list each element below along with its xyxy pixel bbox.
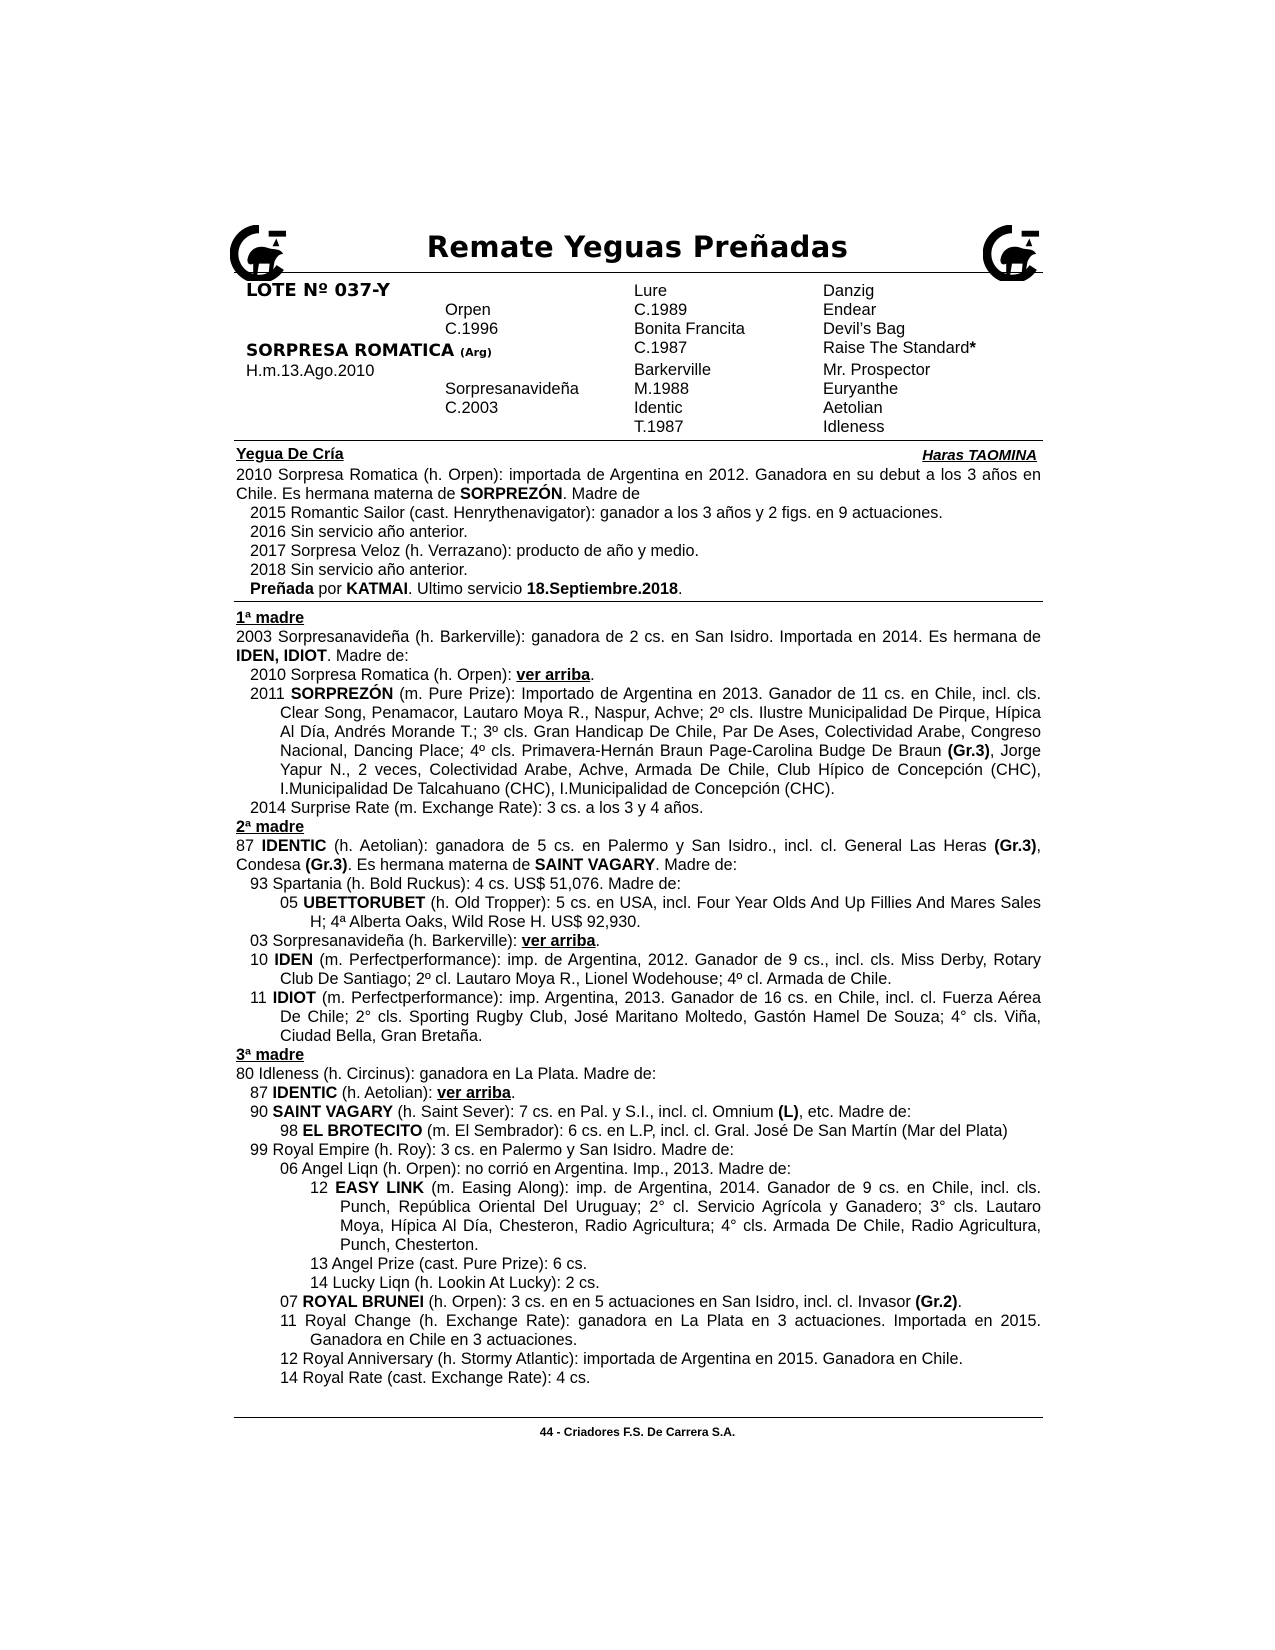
gen3-entry: Danzig — [823, 282, 875, 300]
section-heading: Yegua De Cría — [236, 446, 344, 463]
page-title: Remate Yeguas Preñadas — [426, 230, 849, 264]
gen2-entry: Bonita Francita — [634, 320, 745, 338]
divider — [234, 440, 1043, 441]
list-item: 14 Royal Rate (cast. Exchange Rate): 4 cs. — [280, 1369, 591, 1387]
list-item: 14 Lucky Liqn (h. Lookin At Lucky): 2 cs. — [310, 1274, 600, 1292]
list-item: 05 UBETTORUBET (h. Old Tropper): 5 cs. en USA, incl. Four Year Olds And Up Fillies And Mares Sales H; 4ª Alberta Oaks, Wild Rose H. US$ 92,930. — [280, 894, 1041, 931]
list-item: 03 Sorpresanavideña (h. Barkerville): ver arriba. — [250, 932, 601, 950]
gen3-entry: Raise The Standard* — [823, 339, 976, 357]
list-item: 12 EASY LINK (m. Easing Along): imp. de Argentina, 2014. Ganador de 9 cs. en Chile, incl. cls. Punch, República Oriental Del Uruguay; 2° cl. Servicio Agrícola y Ganadero; 3° cls. Lautaro Moya, Hípica Al Día, Chesteron, Radio Agricultura; 4° cls. Armada De Chile, Radio Agricultura, Punch, Chesterton. — [310, 1179, 1041, 1254]
sire-name: Orpen — [445, 301, 491, 319]
list-item: 87 IDENTIC (h. Aetolian): ver arriba. — [250, 1084, 516, 1102]
paragraph: 80 Idleness (h. Circinus): ganadora en La Plata. Madre de: — [236, 1065, 657, 1083]
paragraph: 2003 Sorpresanavideña (h. Barkerville): ganadora de 2 cs. en San Isidro. Importada en 2014. Es hermana de IDEN, IDIOT. Madre de: — [236, 628, 1041, 665]
list-item: 2014 Surprise Rate (m. Exchange Rate): 3 cs. a los 3 y 4 años. — [250, 799, 704, 817]
gen2-entry: Identic — [634, 399, 683, 417]
yegua-section — [236, 466, 1041, 599]
list-item: 90 SAINT VAGARY (h. Saint Sever): 7 cs. en Pal. y S.I., incl. cl. Omnium (L), etc. Madre de: — [250, 1103, 912, 1121]
list-item: 93 Spartania (h. Bold Ruckus): 4 cs. US$ 51,076. Madre de: — [250, 875, 682, 893]
horse-info: H.m.13.Ago.2010 — [246, 362, 375, 380]
list-item: 99 Royal Empire (h. Roy): 3 cs. en Palermo y San Isidro. Madre de: — [250, 1141, 735, 1159]
lote-number: LOTE Nº 037-Y — [246, 280, 390, 301]
list-item: 98 EL BROTECITO (m. El Sembrador): 6 cs. en L.P, incl. cl. Gral. José De San Martín (Mar del Plata) — [280, 1122, 1008, 1140]
dam-name: Sorpresanavideña — [445, 380, 579, 398]
list-item: 2017 Sorpresa Veloz (h. Verrazano): producto de año y medio. — [250, 542, 700, 560]
gen2-entry: C.1989 — [634, 301, 688, 319]
list-item: 2018 Sin servicio año anterior. — [250, 561, 468, 579]
list-item: 13 Angel Prize (cast. Pure Prize): 6 cs. — [310, 1255, 588, 1273]
gen2-entry: M.1988 — [634, 380, 690, 398]
list-item: 2010 Sorpresa Romatica (h. Orpen): ver arriba. — [250, 666, 595, 684]
gen2-entry: Lure — [634, 282, 668, 300]
gen3-entry: Endear — [823, 301, 877, 319]
gen2-entry: T.1987 — [634, 418, 684, 436]
dam-info: C.2003 — [445, 399, 499, 417]
page-footer: 44 - Criadores F.S. De Carrera S.A. — [539, 1425, 736, 1439]
divider — [234, 1417, 1043, 1418]
gen2-entry: Barkerville — [634, 361, 712, 379]
divider — [234, 601, 1043, 602]
gen3-entry: Mr. Prospector — [823, 361, 931, 379]
list-item: 12 Royal Anniversary (h. Stormy Atlantic): importada de Argentina en 2015. Ganadora en Chile. — [280, 1350, 963, 1368]
madre-heading: 2ª madre — [236, 818, 305, 836]
list-item: 06 Angel Liqn (h. Orpen): no corrió en Argentina. Imp., 2013. Madre de: — [280, 1160, 792, 1178]
paragraph: 2010 Sorpresa Romatica (h. Orpen): importada de Argentina en 2012. Ganadora en su debut a los 3 años en Chile. Es hermana materna de SORPREZÓN. Madre de — [236, 466, 1041, 503]
list-item: 11 IDIOT (m. Perfectperformance): imp. Argentina, 2013. Ganador de 16 cs. en Chile, incl. cl. Fuerza Aérea De Chile; 2° cls. Sporting Rugby Club, José Maritano Moltedo, Gastón Hamel De Souza; 4° cls. Viña, Ciudad Bella, Gran Bretaña. — [250, 989, 1041, 1045]
gen3-entry: Euryanthe — [823, 380, 899, 398]
madre-heading: 3ª madre — [236, 1046, 305, 1064]
paragraph: 87 IDENTIC (h. Aetolian): ganadora de 5 cs. en Palermo y San Isidro., incl. cl. General Las Heras (Gr.3), Condesa (Gr.3). Es hermana materna de SAINT VAGARY. Madre de: — [236, 837, 1041, 874]
list-item: 10 IDEN (m. Perfectperformance): imp. de Argentina, 2012. Ganador de 9 cs., incl. cls. Miss Derby, Rotary Club De Santiago; 2º cl. Lautaro Moya R., Lionel Wodehouse; 4º cl. Armada de Chile. — [250, 951, 1041, 988]
list-item: 07 ROYAL BRUNEI (h. Orpen): 3 cs. en en 5 actuaciones en San Isidro, incl. cl. Invasor (Gr.2). — [280, 1293, 963, 1311]
haras-name: Haras TAOMINA — [922, 447, 1037, 464]
horse-name: SORPRESA ROMATICA (Arg) — [246, 341, 492, 361]
divider — [234, 272, 1043, 273]
gen3-entry: Devil’s Bag — [823, 320, 906, 338]
dam-lines-section — [236, 609, 1041, 1388]
sire-info: C.1996 — [445, 320, 499, 338]
gen3-entry: Aetolian — [823, 399, 883, 417]
madre-heading: 1ª madre — [236, 609, 305, 627]
list-item: 2015 Romantic Sailor (cast. Henrythenavigator): ganador a los 3 años y 2 figs. en 9 actuaciones. — [250, 504, 943, 522]
gen3-entry: Idleness — [823, 418, 885, 436]
list-item: 2016 Sin servicio año anterior. — [250, 523, 468, 541]
list-item: 11 Royal Change (h. Exchange Rate): ganadora en La Plata en 3 actuaciones. Importada en 2015. Ganadora en Chile en 3 actuaciones. — [280, 1312, 1041, 1349]
list-item: Preñada por KATMAI. Ultimo servicio 18.Septiembre.2018. — [250, 580, 683, 598]
gen2-entry: C.1987 — [634, 339, 688, 357]
list-item: 2011 SORPREZÓN (m. Pure Prize): Importado de Argentina en 2013. Ganador de 11 cs. en Chile, incl. cls. Clear Song, Penamacor, Lautaro Moya R., Naspur, Achve; 2º cls. Ilustre Municipalidad De Pirque, Hípica Al Día, Andrés Morande T.; 3º cls. Gran Handicap De Chile, Par De Ases, Colectividad Arabe, Congreso Nacional, Dancing Place; 4º cls. Primavera-Hernán Braun Page-Carolina Budge De Braun (Gr.3), Jorge Yapur N., 2 veces, Colectividad Arabe, Achve, Armada De Chile, Club Hípico de Concepción (CHC), I.Municipalidad De Talcahuano (CHC), I.Municipalidad de Concepción (CHC). — [250, 685, 1042, 798]
